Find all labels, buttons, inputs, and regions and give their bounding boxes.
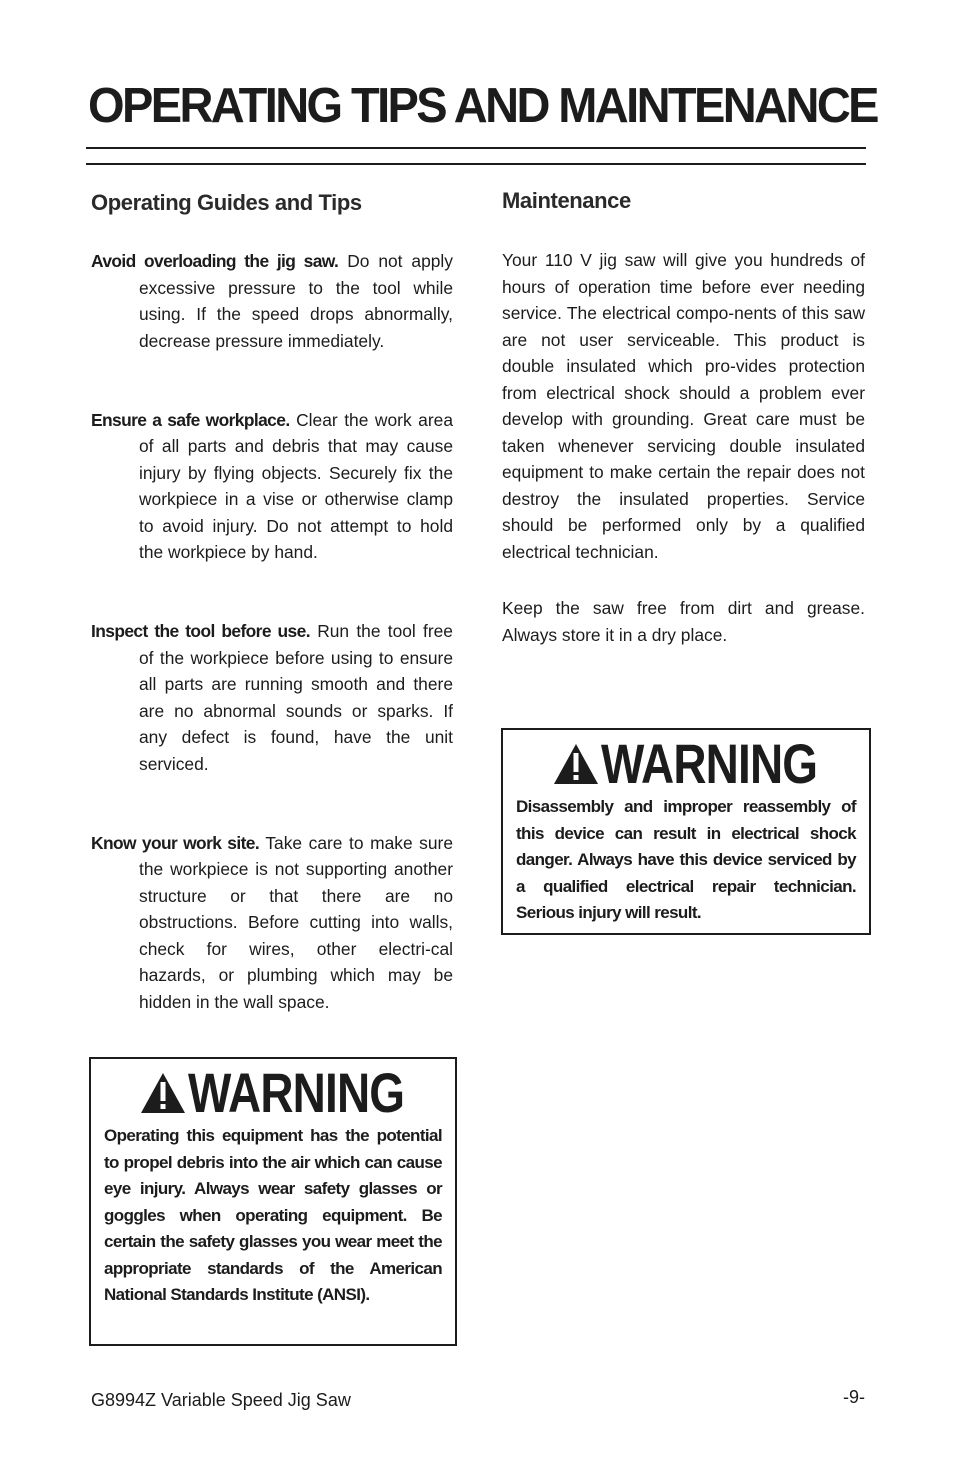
- title-rule-bottom: [86, 163, 866, 165]
- maintenance-paragraph: Your 110 V jig saw will give you hundreds of hours of operation time before ever needing service. The electrical compo-nents of this saw are not user serviceable. This product is double insulated which pro-vides protection from electrical shock should a problem ever develop with grounding. Great care must be taken whenever servicing double insulated equipment to make certain the repair does not destroy the insulated properties. Service should be performed only by a qualified electrical technician.: [502, 250, 865, 562]
- tip-title: Inspect the tool before use.: [91, 621, 310, 641]
- right-column: [502, 184, 865, 648]
- left-column: [91, 186, 453, 1068]
- tip-body: Run the tool free of the workpiece before using to ensure all parts are running smooth and there are no abnormal sounds or sparks. If any defect is found, have the unit serviced.: [139, 621, 453, 774]
- footer-product-title: G8994Z Variable Speed Jig Saw: [91, 1390, 351, 1410]
- eye-protection-warning-box: [89, 1057, 457, 1346]
- warning-text: Operating this equipment has the potential to propel debris into the air which can cause eye injury. Always wear safety glasses or goggles when operating equipment. Be certain the safety glasses you wear meet the appropriate standards of the American National Standards Institute (ANSI).: [104, 1126, 442, 1304]
- tip-title: Know your work site.: [91, 832, 260, 853]
- tip-item: [91, 248, 453, 354]
- footer-page-number: -9-: [843, 1387, 865, 1407]
- tip-item: [91, 407, 453, 566]
- maintenance-heading: Maintenance: [502, 188, 631, 213]
- tip-body: Do not apply excessive pressure to the tool while using. If the speed drops abnormally, decrease pressure immediately.: [139, 251, 453, 351]
- warning-label: WARNING: [187, 1061, 404, 1124]
- page-title: OPERATING TIPS AND MAINTENANCE: [88, 76, 877, 133]
- warning-text: Disassembly and improper reassembly of this device can result in electrical shock danger. Always have this device serviced by a qualified electrical repair technician. Serious injury will result.: [516, 797, 856, 922]
- tips-list: [91, 248, 453, 1015]
- warning-triangle-icon: [139, 1071, 187, 1115]
- warning-triangle-icon: [552, 742, 600, 786]
- warning-header: [91, 1063, 455, 1123]
- title-rule-top: [86, 147, 866, 149]
- tip-body: Clear the work area of all parts and debris that may cause injury by flying objects. Securely fix the workpiece in a vise or otherwise clamp to avoid injury. Do not attempt to hold the workpiece by hand.: [139, 409, 453, 562]
- tip-title: Ensure a safe workplace.: [91, 409, 290, 430]
- warning-header: [503, 734, 869, 794]
- tip-item: [91, 830, 453, 1016]
- tip-item: [91, 618, 453, 777]
- shock-danger-warning-box: [501, 728, 871, 935]
- maintenance-paragraph: Keep the saw free from dirt and grease. Always store it in a dry place.: [502, 598, 865, 645]
- operating-guides-heading: Operating Guides and Tips: [91, 190, 362, 215]
- tip-title: Avoid overloading the jig saw.: [91, 251, 339, 271]
- warning-label: WARNING: [600, 732, 817, 795]
- tip-body: Take care to make sure the workpiece is not supporting another structure or that there are no obstructions. Before cutting into walls, check for wires, other electri-cal hazards, or plumbing which may be hidden in the wall space.: [139, 832, 453, 1012]
